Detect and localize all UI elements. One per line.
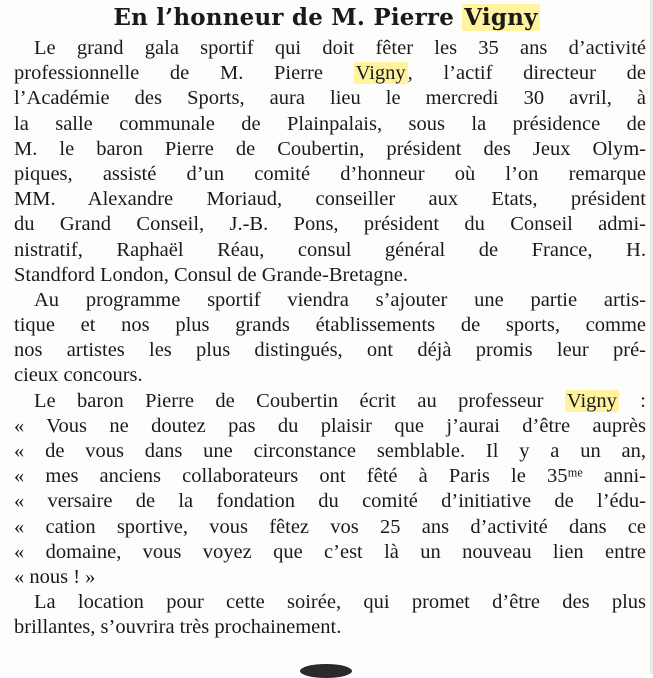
text-segment: brillantes, s’ouvrira très prochainement. [14,616,342,639]
text-segment: nistratif, Raphaël Réau, consul général de France, H. [14,238,646,261]
text-line [14,515,646,540]
text-segment: Standford London, Consul de Grande-Bretagne. [14,263,408,286]
title-text: En l’honneur de M. Pierre [113,4,463,31]
text-line [14,212,646,237]
highlighted-word: Vigny [566,389,617,412]
text-line [14,414,646,439]
text-line [14,288,646,313]
text-segment: tique et nos plus grands établissements de sports, comme [14,314,646,337]
text-line [14,61,646,86]
text-line [14,162,646,187]
text-segment: « cation sportive, vous fêtez vos 25 ans d’activité dans ce [14,515,646,538]
text-segment: professionnelle de M. Pierre [14,62,354,85]
text-line [14,615,646,640]
text-segment: : [618,389,646,412]
text-line [14,238,646,263]
text-line [14,590,646,615]
text-segment: du Grand Conseil, J.-B. Pons, président du Conseil admi- [14,213,646,236]
text-line [14,112,646,137]
article-title [0,4,653,32]
text-segment: « nous ! » [14,565,96,588]
text-line [14,137,646,162]
text-segment: Au programme sportif viendra s’ajouter une partie artis- [34,288,646,311]
text-segment: « versaire de la fondation du comité d’initiative de l’édu- [14,490,646,513]
text-segment: nos artistes les plus distingués, ont déjà promis leur pré- [14,339,646,362]
text-line [14,565,646,590]
text-line [14,86,646,111]
text-segment: MM. Alexandre Moriaud, conseiller aux Etats, président [14,188,646,211]
text-segment: « Vous ne doutez pas du plaisir que j’aurai d’être auprès [14,414,646,437]
text-line [14,540,646,565]
highlighted-word: Vigny [355,62,406,85]
text-segment: « domaine, vous voyez que c’est là un nouveau lien entre [14,540,646,563]
text-line [14,338,646,363]
text-segment: piques, assisté d’un comité d’honneur où l’on remarque [14,162,646,185]
text-line [14,187,646,212]
text-line [14,464,646,489]
text-line [14,36,646,61]
text-segment: , l’actif directeur de [407,62,646,85]
article-body [14,36,646,641]
text-line [14,439,646,464]
title-highlight: Vigny [464,4,538,31]
text-segment: « de vous dans une circonstance semblable. Il y a un an, [14,440,646,462]
text-segment: « mes anciens collaborateurs ont fêté à Paris le 35ᵐᵉ anni- [14,465,646,488]
text-line [14,263,646,288]
text-line [14,489,646,514]
bottom-ornament [300,664,352,678]
text-segment: Le baron Pierre de Coubertin écrit au professeur [34,389,565,412]
text-segment: la salle communale de Plainpalais, sous la présidence de [14,112,646,135]
text-segment: cieux concours. [14,364,143,387]
text-segment: l’Académie des Sports, aura lieu le mercredi 30 avril, à [14,87,646,110]
text-segment: La location pour cette soirée, qui promet d’être des plus [34,591,646,614]
text-segment: Le grand gala sportif qui doit fêter les 35 ans d’activité [34,37,646,59]
text-line [14,389,646,414]
text-line [14,363,646,388]
text-line [14,313,646,338]
text-segment: M. le baron Pierre de Coubertin, président des Jeux Olym- [14,137,646,160]
